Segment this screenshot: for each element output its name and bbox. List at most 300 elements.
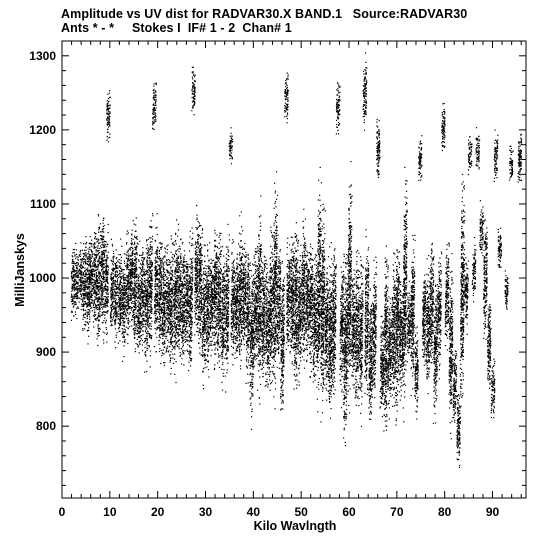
data-point bbox=[123, 356, 124, 357]
data-point bbox=[150, 311, 151, 312]
data-point bbox=[136, 292, 137, 293]
data-point bbox=[134, 318, 135, 319]
data-point bbox=[87, 274, 88, 275]
data-point bbox=[95, 270, 96, 271]
data-point bbox=[73, 305, 74, 306]
data-point bbox=[91, 275, 92, 276]
data-point bbox=[134, 283, 135, 284]
data-point bbox=[118, 323, 119, 324]
data-point bbox=[118, 343, 119, 344]
data-point bbox=[166, 286, 167, 287]
data-point bbox=[183, 304, 184, 305]
data-point bbox=[160, 242, 161, 243]
data-point bbox=[146, 248, 147, 249]
data-point bbox=[99, 263, 100, 264]
data-point bbox=[108, 122, 109, 123]
data-point bbox=[124, 341, 125, 342]
data-point bbox=[182, 340, 183, 341]
data-point bbox=[176, 272, 177, 273]
data-point bbox=[130, 276, 131, 277]
data-point bbox=[106, 259, 107, 260]
data-point bbox=[171, 289, 172, 290]
data-point bbox=[157, 285, 158, 286]
data-point bbox=[178, 320, 179, 321]
data-point bbox=[120, 254, 121, 255]
data-point bbox=[164, 330, 165, 331]
data-point bbox=[175, 344, 176, 345]
data-point bbox=[96, 305, 97, 306]
data-point bbox=[163, 331, 164, 332]
data-point bbox=[144, 278, 145, 279]
data-point bbox=[160, 297, 161, 298]
data-point bbox=[91, 261, 92, 262]
data-point bbox=[100, 303, 101, 304]
data-point bbox=[91, 282, 92, 283]
data-point bbox=[154, 306, 155, 307]
data-point bbox=[91, 240, 92, 241]
data-point bbox=[111, 239, 112, 240]
data-point bbox=[174, 256, 175, 257]
data-point bbox=[142, 318, 143, 319]
data-point bbox=[155, 228, 156, 229]
data-point bbox=[135, 295, 136, 296]
data-point bbox=[76, 304, 77, 305]
data-point bbox=[166, 246, 167, 247]
data-point bbox=[180, 312, 181, 313]
data-point bbox=[147, 348, 148, 349]
data-point bbox=[164, 323, 165, 324]
data-point bbox=[156, 83, 157, 84]
data-point bbox=[118, 285, 119, 286]
data-point bbox=[178, 329, 179, 330]
data-point bbox=[141, 289, 142, 290]
data-point bbox=[87, 302, 88, 303]
data-point bbox=[127, 312, 128, 313]
data-point bbox=[131, 289, 132, 290]
data-point bbox=[177, 341, 178, 342]
data-point bbox=[101, 285, 102, 286]
data-point bbox=[80, 273, 81, 274]
data-point bbox=[104, 332, 105, 333]
data-point bbox=[139, 323, 140, 324]
data-point bbox=[169, 287, 170, 288]
data-point bbox=[96, 273, 97, 274]
data-point bbox=[97, 248, 98, 249]
data-point bbox=[155, 267, 156, 268]
data-point bbox=[140, 304, 141, 305]
data-point bbox=[146, 329, 147, 330]
data-point bbox=[96, 255, 97, 256]
data-point bbox=[134, 321, 135, 322]
data-point bbox=[131, 290, 132, 291]
data-point bbox=[88, 293, 89, 294]
data-point bbox=[151, 262, 152, 263]
data-point bbox=[175, 253, 176, 254]
data-point bbox=[157, 253, 158, 254]
data-point bbox=[147, 265, 148, 266]
data-point bbox=[183, 277, 184, 278]
data-point bbox=[134, 327, 135, 328]
data-point bbox=[118, 311, 119, 312]
data-point bbox=[140, 289, 141, 290]
data-point bbox=[113, 295, 114, 296]
data-point bbox=[176, 289, 177, 290]
data-point bbox=[183, 257, 184, 258]
data-point bbox=[143, 324, 144, 325]
data-point bbox=[143, 284, 144, 285]
data-point bbox=[72, 298, 73, 299]
data-point bbox=[79, 280, 80, 281]
data-point bbox=[84, 285, 85, 286]
data-point bbox=[72, 303, 73, 304]
data-point bbox=[163, 257, 164, 258]
data-point bbox=[144, 294, 145, 295]
data-point bbox=[168, 302, 169, 303]
data-point bbox=[178, 276, 179, 277]
data-point bbox=[131, 269, 132, 270]
data-point bbox=[171, 306, 172, 307]
data-point bbox=[138, 290, 139, 291]
data-point bbox=[89, 319, 90, 320]
data-point bbox=[180, 294, 181, 295]
data-point bbox=[74, 289, 75, 290]
data-point bbox=[83, 267, 84, 268]
data-point bbox=[76, 249, 77, 250]
data-point bbox=[155, 119, 156, 120]
data-point bbox=[152, 263, 153, 264]
data-point bbox=[159, 327, 160, 328]
data-point bbox=[149, 337, 150, 338]
data-point bbox=[149, 328, 150, 329]
data-point bbox=[77, 295, 78, 296]
data-point bbox=[89, 284, 90, 285]
data-point bbox=[167, 340, 168, 341]
data-point bbox=[103, 282, 104, 283]
data-point bbox=[183, 337, 184, 338]
data-point bbox=[73, 261, 74, 262]
data-point bbox=[126, 290, 127, 291]
data-point bbox=[126, 316, 127, 317]
data-point bbox=[174, 315, 175, 316]
data-point bbox=[76, 308, 77, 309]
data-point bbox=[85, 324, 86, 325]
data-point bbox=[140, 340, 141, 341]
data-point bbox=[100, 235, 101, 236]
data-point bbox=[161, 350, 162, 351]
data-point bbox=[85, 303, 86, 304]
data-point bbox=[149, 315, 150, 316]
data-point bbox=[127, 302, 128, 303]
data-point bbox=[89, 271, 90, 272]
data-point bbox=[100, 245, 101, 246]
data-point bbox=[127, 264, 128, 265]
data-point bbox=[90, 258, 91, 259]
data-point bbox=[104, 253, 105, 254]
data-point bbox=[174, 272, 175, 273]
data-point bbox=[126, 300, 127, 301]
data-point bbox=[115, 284, 116, 285]
data-point bbox=[135, 231, 136, 232]
data-point bbox=[81, 264, 82, 265]
data-point bbox=[125, 254, 126, 255]
data-point bbox=[121, 303, 122, 304]
data-point bbox=[131, 266, 132, 267]
data-point bbox=[112, 309, 113, 310]
data-point bbox=[149, 295, 150, 296]
data-point bbox=[134, 268, 135, 269]
data-point bbox=[169, 305, 170, 306]
data-point bbox=[129, 260, 130, 261]
data-point bbox=[126, 242, 127, 243]
data-point bbox=[93, 274, 94, 275]
data-point bbox=[105, 288, 106, 289]
data-point bbox=[177, 280, 178, 281]
data-point bbox=[75, 254, 76, 255]
data-point bbox=[74, 263, 75, 264]
data-point bbox=[126, 234, 127, 235]
data-point bbox=[113, 259, 114, 260]
data-point bbox=[134, 224, 135, 225]
data-point bbox=[85, 313, 86, 314]
data-point bbox=[182, 264, 183, 265]
data-point bbox=[146, 240, 147, 241]
data-point bbox=[93, 279, 94, 280]
data-point bbox=[82, 301, 83, 302]
data-point bbox=[139, 298, 140, 299]
data-point bbox=[90, 259, 91, 260]
data-point bbox=[79, 287, 80, 288]
data-point bbox=[152, 283, 153, 284]
data-point bbox=[98, 229, 99, 230]
data-point bbox=[178, 271, 179, 272]
data-point bbox=[85, 291, 86, 292]
data-point bbox=[132, 272, 133, 273]
data-point bbox=[72, 301, 73, 302]
data-point bbox=[101, 238, 102, 239]
data-point bbox=[169, 355, 170, 356]
data-point bbox=[173, 347, 174, 348]
data-point bbox=[77, 259, 78, 260]
data-point bbox=[162, 303, 163, 304]
data-point bbox=[152, 124, 153, 125]
data-point bbox=[160, 328, 161, 329]
data-point bbox=[108, 111, 109, 112]
data-point bbox=[106, 241, 107, 242]
data-point bbox=[94, 243, 95, 244]
data-point bbox=[106, 110, 107, 111]
data-point bbox=[135, 254, 136, 255]
data-point bbox=[98, 277, 99, 278]
data-point bbox=[126, 309, 127, 310]
data-point bbox=[151, 275, 152, 276]
data-point bbox=[114, 305, 115, 306]
data-point bbox=[168, 303, 169, 304]
data-point bbox=[161, 279, 162, 280]
data-point bbox=[109, 115, 110, 116]
data-point bbox=[145, 356, 146, 357]
data-point bbox=[99, 311, 100, 312]
data-point bbox=[87, 294, 88, 295]
data-point bbox=[132, 260, 133, 261]
data-point bbox=[175, 304, 176, 305]
data-point bbox=[97, 254, 98, 255]
data-point bbox=[158, 319, 159, 320]
data-point bbox=[101, 259, 102, 260]
data-point bbox=[140, 328, 141, 329]
data-point bbox=[104, 247, 105, 248]
data-point bbox=[105, 307, 106, 308]
data-point bbox=[107, 286, 108, 287]
data-point bbox=[164, 302, 165, 303]
data-point bbox=[108, 296, 109, 297]
data-point bbox=[120, 323, 121, 324]
data-point bbox=[134, 297, 135, 298]
data-point bbox=[165, 338, 166, 339]
data-point bbox=[142, 299, 143, 300]
data-point bbox=[104, 314, 105, 315]
data-point bbox=[144, 272, 145, 273]
data-point bbox=[112, 289, 113, 290]
data-point bbox=[146, 361, 147, 362]
data-point bbox=[134, 263, 135, 264]
data-point bbox=[183, 260, 184, 261]
data-point bbox=[146, 239, 147, 240]
data-point bbox=[98, 315, 99, 316]
data-point bbox=[167, 331, 168, 332]
data-point bbox=[149, 306, 150, 307]
data-point bbox=[127, 305, 128, 306]
data-point bbox=[154, 275, 155, 276]
data-point bbox=[94, 292, 95, 293]
data-point bbox=[116, 266, 117, 267]
data-point bbox=[140, 268, 141, 269]
data-point bbox=[85, 294, 86, 295]
data-point bbox=[122, 307, 123, 308]
data-point bbox=[139, 333, 140, 334]
data-point bbox=[126, 318, 127, 319]
data-point bbox=[132, 255, 133, 256]
data-point bbox=[155, 328, 156, 329]
data-point bbox=[159, 253, 160, 254]
data-point bbox=[177, 319, 178, 320]
data-point bbox=[143, 263, 144, 264]
data-point bbox=[149, 325, 150, 326]
data-point bbox=[105, 312, 106, 313]
data-point bbox=[128, 318, 129, 319]
data-point bbox=[131, 270, 132, 271]
data-point bbox=[167, 245, 168, 246]
data-point bbox=[80, 256, 81, 257]
data-point bbox=[146, 338, 147, 339]
data-point bbox=[124, 253, 125, 254]
data-point bbox=[149, 316, 150, 317]
data-point bbox=[99, 285, 100, 286]
data-point bbox=[74, 255, 75, 256]
data-point bbox=[86, 277, 87, 278]
data-point bbox=[81, 268, 82, 269]
data-point bbox=[102, 268, 103, 269]
data-point bbox=[139, 343, 140, 344]
data-point bbox=[115, 295, 116, 296]
data-point bbox=[147, 309, 148, 310]
data-point bbox=[109, 134, 110, 135]
data-point bbox=[180, 298, 181, 299]
data-point bbox=[160, 244, 161, 245]
data-point bbox=[176, 265, 177, 266]
data-point bbox=[135, 315, 136, 316]
data-point bbox=[108, 269, 109, 270]
data-point bbox=[178, 332, 179, 333]
data-point bbox=[88, 270, 89, 271]
data-point bbox=[103, 267, 104, 268]
data-point bbox=[176, 310, 177, 311]
data-point bbox=[101, 304, 102, 305]
data-point bbox=[73, 249, 74, 250]
data-point bbox=[119, 284, 120, 285]
data-point bbox=[147, 288, 148, 289]
data-point bbox=[76, 254, 77, 255]
data-point bbox=[107, 255, 108, 256]
data-point bbox=[93, 305, 94, 306]
data-point bbox=[86, 243, 87, 244]
data-point bbox=[93, 289, 94, 290]
data-point bbox=[105, 296, 106, 297]
data-point bbox=[147, 252, 148, 253]
data-point bbox=[76, 268, 77, 269]
data-point bbox=[126, 292, 127, 293]
data-point bbox=[167, 318, 168, 319]
data-point bbox=[75, 281, 76, 282]
data-point bbox=[107, 302, 108, 303]
data-point bbox=[126, 267, 127, 268]
data-point bbox=[92, 310, 93, 311]
data-point bbox=[98, 245, 99, 246]
data-point bbox=[173, 320, 174, 321]
data-point bbox=[183, 278, 184, 279]
data-point bbox=[132, 261, 133, 262]
data-point bbox=[106, 140, 107, 141]
data-point bbox=[108, 232, 109, 233]
data-point bbox=[161, 313, 162, 314]
data-point bbox=[128, 269, 129, 270]
data-point bbox=[138, 259, 139, 260]
data-point bbox=[87, 259, 88, 260]
data-point bbox=[122, 275, 123, 276]
data-point bbox=[178, 267, 179, 268]
data-point bbox=[99, 272, 100, 273]
data-point bbox=[165, 285, 166, 286]
data-point bbox=[74, 298, 75, 299]
data-point bbox=[118, 313, 119, 314]
data-point bbox=[111, 285, 112, 286]
data-point bbox=[176, 282, 177, 283]
data-point bbox=[167, 308, 168, 309]
data-point bbox=[103, 239, 104, 240]
data-point bbox=[170, 334, 171, 335]
data-point bbox=[129, 312, 130, 313]
data-point bbox=[178, 313, 179, 314]
data-point bbox=[168, 291, 169, 292]
data-point bbox=[97, 307, 98, 308]
data-point bbox=[126, 243, 127, 244]
data-point bbox=[76, 293, 77, 294]
data-point bbox=[99, 335, 100, 336]
data-point bbox=[85, 259, 86, 260]
data-point bbox=[183, 343, 184, 344]
data-point bbox=[94, 309, 95, 310]
data-point bbox=[126, 280, 127, 281]
data-point bbox=[184, 255, 185, 256]
